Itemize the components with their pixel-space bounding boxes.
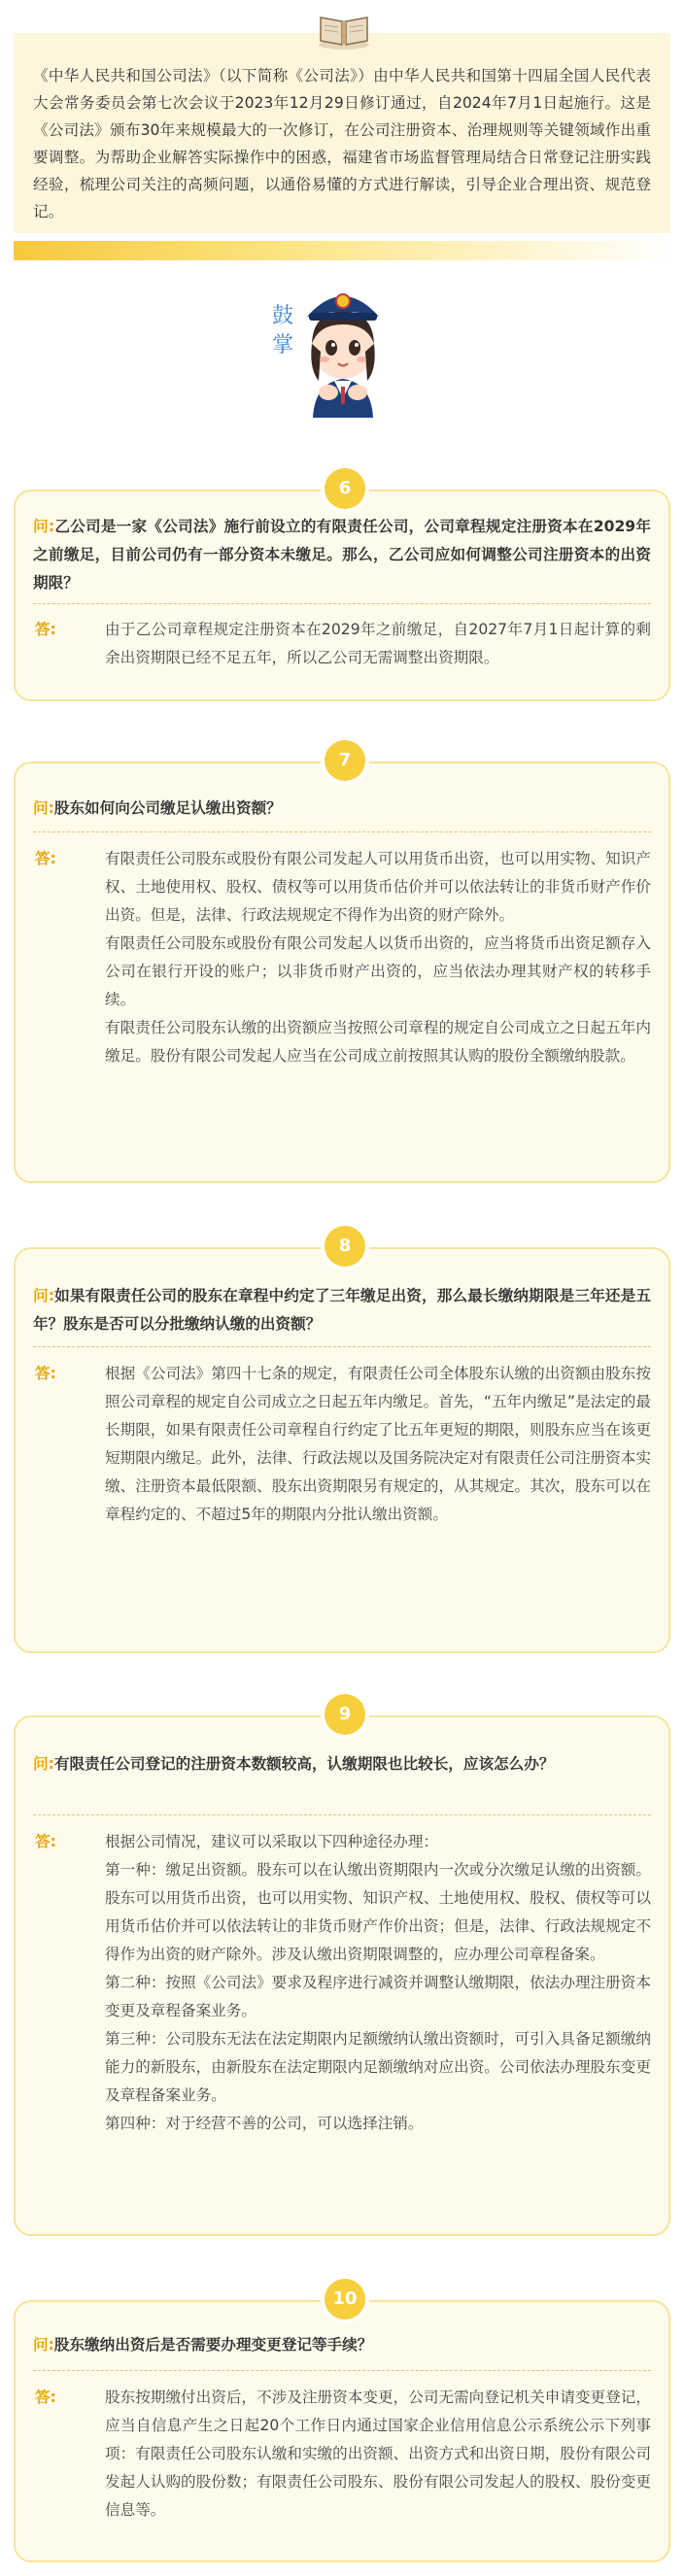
question-text: 问:乙公司是一家《公司法》施行前设立的有限责任公司，公司章程规定注册资本在2029年之前缴足，目前公司仍有一部分资本未缴足。那么，乙公司应如何调整公司注册资本的出资期限？ — [33, 518, 651, 592]
question-text: 问:股东如何向公司缴足认缴出资额？ — [33, 799, 282, 817]
faq-card-7 — [14, 750, 670, 1183]
intro-text: 《中华人民共和国公司法》（以下简称《公司法》）由中华人民共和国第十四届全国人民代表大会常务委员会第七次会议于2023年12月29日修订通过，自2024年7月1日起施行。这是《公司法》颁布30年来规模最大的一次修订，在公司注册资本、治理规则等关键领域作出重要调整。为帮助企业解答实际操作中的困惑，福建省市场监督管理局结合日常登记注册实践经验，梳理公司关注的高频问题，以通俗易懂的方式进行解读，引导企业合理出资、规范登记。 — [33, 67, 651, 220]
question-label: 问: — [33, 1287, 54, 1305]
question-block — [33, 2331, 651, 2371]
question-number-badge: 8 — [325, 1226, 365, 1267]
question-block — [33, 513, 651, 604]
answer-text: 根据《公司法》第四十七条的规定，有限责任公司全体股东认缴的出资额由股东按照公司章程的规定自公司成立之日起五年内缴足。首先，“五年内缴足”是法定的最长期限，如果有限责任公司章程自行约定了比五年更短的期限，则股东应当在该更短期限内缴足。此外，法律、行政法规以及国务院决定对有限责任公司注册资本实缴、注册资本最低限额、股东出资期限另有规定的，从其规定。其次，股东可以在章程约定的、不超过5年的期限内分批认缴出资额。 — [105, 1365, 651, 1523]
answer-label: 答: — [35, 621, 56, 638]
question-text: 问:如果有限责任公司的股东在章程中约定了三年缴足出资，那么最长缴纳期限是三年还是五年？股东是否可以分批缴纳认缴的出资额？ — [33, 1287, 651, 1333]
faq-card-10 — [14, 2288, 670, 2562]
question-label: 问: — [33, 1755, 54, 1773]
question-number-badge: 7 — [325, 740, 365, 781]
intro-accent-bar — [14, 241, 670, 260]
mascot-illustration — [270, 274, 416, 418]
answer-label: 答: — [35, 2389, 56, 2406]
intro-box — [14, 33, 670, 233]
answer-label: 答: — [35, 1833, 56, 1850]
answer-text: 有限责任公司股东或股份有限公司发起人可以用货币出资，也可以用实物、知识产权、土地使用权、股权、债权等可以用货币估价并可以依法转让的非货币财产作价出资。但是，法律、行政法规规定不得作为出资的财产除外。 有限责任公司股东或股份有限公司发起人以货币出资的，应当将货币出资足额存入公司在银行开设的账户；以非货币财产出资的，应当依法办理其财产权的转移手续。 有限责任公司股东认缴的出资额应当按照公司章程的规定自公司成立之日起五年内缴足。股份有限公司发起人应当在公司成立前按照其认购的股份全额缴纳股款。 — [105, 850, 651, 1065]
question-label: 问: — [33, 799, 54, 817]
question-text: 问:有限责任公司登记的注册资本数额较高，认缴期限也比较长，应该怎么办？ — [33, 1755, 555, 1773]
answer-text: 由于乙公司章程规定注册资本在2029年之前缴足，自2027年7月1日起计算的剩余出资期限已经不足五年，所以乙公司无需调整出资期限。 — [105, 621, 651, 666]
question-number-badge: 10 — [325, 2279, 365, 2320]
svg-text:掌: 掌 — [272, 333, 294, 357]
question-text: 问:股东缴纳出资后是否需要办理变更登记等手续？ — [33, 2336, 373, 2354]
book-icon — [317, 8, 371, 51]
question-block — [33, 795, 651, 832]
faq-card-9 — [14, 1704, 670, 2236]
officer-mascot-icon — [270, 274, 416, 418]
faq-card-8 — [14, 1236, 670, 1653]
answer-block — [33, 2384, 651, 2525]
answer-label: 答: — [35, 1365, 56, 1382]
svg-text:鼓: 鼓 — [272, 304, 294, 328]
question-label: 问: — [33, 2336, 54, 2354]
answer-text: 根据公司情况，建议可以采取以下四种途径办理： 第一种：缴足出资额。股东可以在认缴出资期限内一次或分次缴足认缴的出资额。股东可以用货币出资，也可以用实物、知识产权、土地使用权、股权、债权等可以用货币估价并可以依法转让的非货币财产作价出资；但是，法律、行政法规规定不得作为出资的财产除外。涉及认缴出资期限调整的，应办理公司章程备案。 第二种：按照《公司法》要求及程序进行减资并调整认缴期限，依法办理注册资本变更及章程备案业务。 第三种：公司股东无法在法定期限内足额缴纳认缴出资额时，可引入具备足额缴纳能力的新股东，由新股东在法定期限内足额缴纳对应出资。公司依法办理股东变更及章程备案业务。 第四种：对于经营不善的公司，可以选择注销。 — [105, 1833, 651, 2132]
question-number-badge: 9 — [325, 1694, 365, 1735]
answer-block — [33, 616, 651, 672]
question-number-badge: 6 — [325, 468, 365, 509]
answer-block — [33, 1828, 651, 2138]
intro-section — [14, 0, 670, 260]
answer-label: 答: — [35, 850, 56, 867]
question-block — [33, 1282, 651, 1347]
question-label: 问: — [33, 518, 55, 535]
question-block — [33, 1750, 651, 1815]
answer-block — [33, 845, 651, 1070]
answer-block — [33, 1360, 651, 1529]
faq-card-6 — [14, 478, 670, 701]
answer-text: 股东按期缴付出资后，不涉及注册资本变更，公司无需向登记机关申请变更登记，应当自信息产生之日起20个工作日内通过国家企业信用信息公示系统公示下列事项：有限责任公司股东认缴和实缴的出资额、出资方式和出资日期，股份有限公司发起人认购的股份数；有限责任公司股东、股份有限公司发起人的股权、股份变更信息等。 — [105, 2389, 651, 2519]
